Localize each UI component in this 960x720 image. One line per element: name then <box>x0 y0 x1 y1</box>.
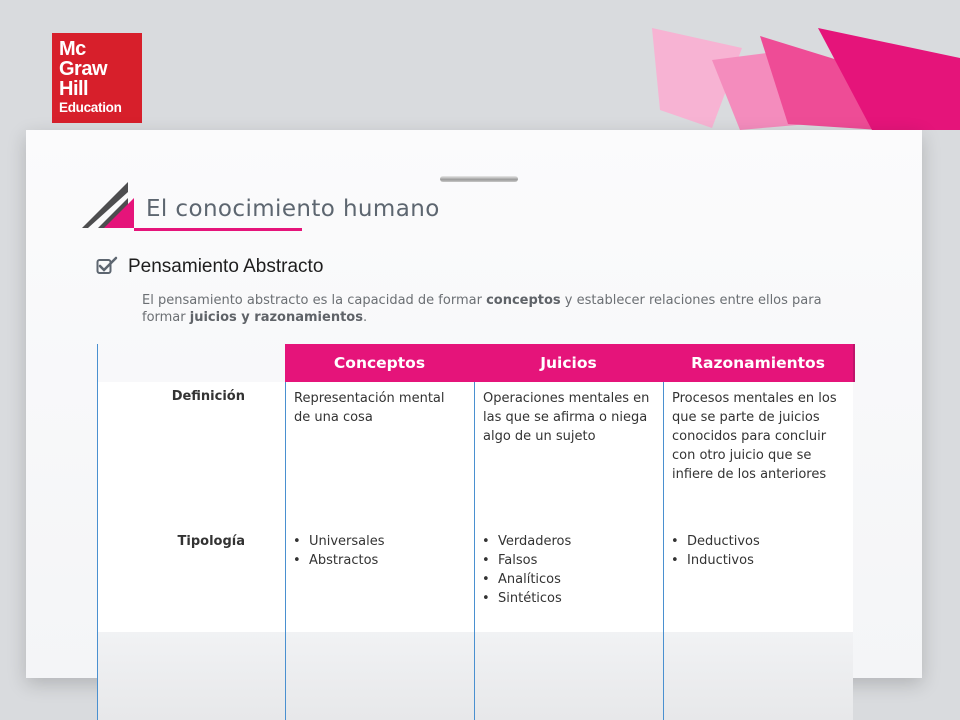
cell-tipologia-juicios <box>480 532 650 608</box>
intro-bold-1: conceptos <box>486 293 561 308</box>
table-header-blank <box>97 344 285 382</box>
row-label-definicion: Definición <box>171 389 245 404</box>
logo-line-2: Graw <box>59 58 108 80</box>
section-subtitle: Pensamiento Abstracto <box>128 256 324 277</box>
column-divider <box>97 382 98 720</box>
logo-line-4: Education <box>59 100 122 115</box>
row-label-tipologia: Tipología <box>177 534 245 549</box>
list-item: • Inductivos <box>669 551 839 570</box>
column-divider <box>663 382 664 720</box>
slide-handle <box>440 176 518 182</box>
intro-bold-2: juicios y razonamientos <box>189 310 363 325</box>
cell-tipologia-conceptos <box>291 532 461 570</box>
list-item: • Deductivos <box>669 532 839 551</box>
slide-title: El conocimiento humano <box>146 196 440 222</box>
column-divider <box>474 382 475 720</box>
cell-definicion-juicios: Operaciones mentales en las que se afirma o niega algo de un sujeto <box>483 391 650 444</box>
intro-text-4: . <box>362 310 368 325</box>
table-header-row <box>97 344 853 382</box>
list-item: • Analíticos <box>480 570 650 589</box>
cell-definicion-conceptos: Representación mental de una cosa <box>294 391 445 425</box>
intro-text-2: y establecer relaciones entre ellos para <box>560 293 822 308</box>
logo-line-1: Mc <box>59 38 86 60</box>
header-juicios: Juicios <box>474 344 663 382</box>
list-item: • Falsos <box>480 551 650 570</box>
check-icon <box>96 256 118 276</box>
intro-text-1: El pensamiento abstracto es la capacidad de formar <box>142 293 487 308</box>
triangle-decoration-icon <box>80 182 140 232</box>
intro-paragraph <box>142 292 912 326</box>
list-item: • Verdaderos <box>480 532 650 551</box>
header-conceptos: Conceptos <box>285 344 474 382</box>
column-divider <box>285 382 286 720</box>
cell-definicion-razonamientos: Procesos mentales en los que se parte de juicios conocidos para concluir con otro juicio que se infiere de los anteriores <box>672 391 837 482</box>
header-razonamientos: Razonamientos <box>663 344 853 382</box>
comparison-table <box>97 344 853 720</box>
title-underline <box>134 228 302 231</box>
table-fade <box>97 632 853 720</box>
logo-line-3: Hill <box>59 78 89 100</box>
list-item: • Universales <box>291 532 461 551</box>
list-item: • Sintéticos <box>480 589 650 608</box>
mcgraw-hill-logo <box>52 33 142 123</box>
intro-text-3: formar <box>142 310 190 325</box>
list-item: • Abstractos <box>291 551 461 570</box>
cell-tipologia-razonamientos <box>669 532 839 570</box>
